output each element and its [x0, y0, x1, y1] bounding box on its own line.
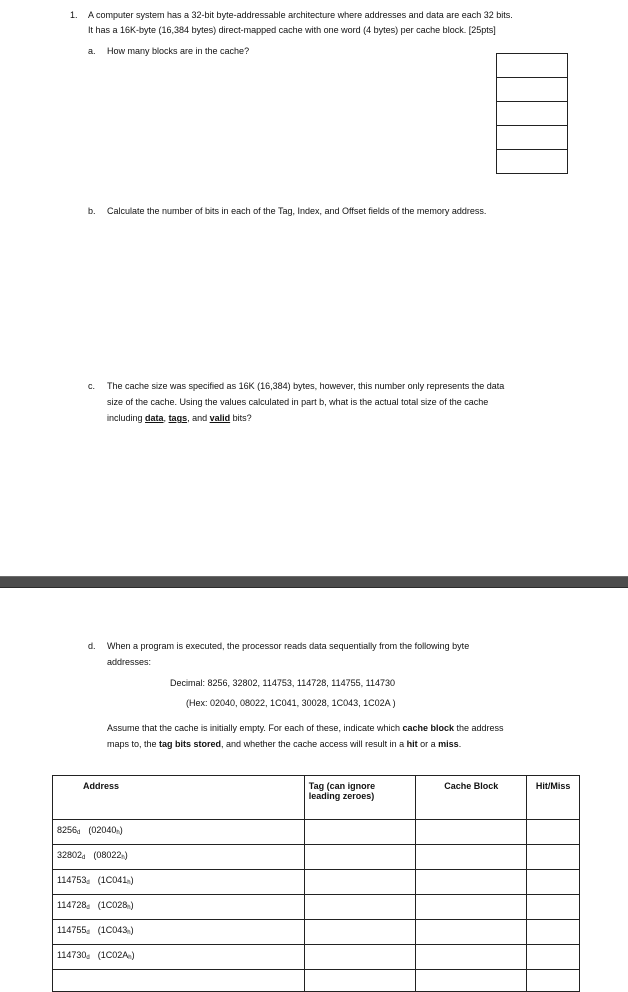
instruction-text: .	[458, 739, 462, 749]
instruction-bold: miss	[438, 739, 459, 749]
header-tag	[304, 776, 415, 820]
tag-cell[interactable]	[304, 895, 415, 920]
header-tag-line-1: Tag (can ignore	[308, 781, 376, 791]
header-hit-miss: Hit/Miss	[527, 776, 580, 820]
instruction-text: Assume that the cache is initially empty. For each of these, indicate which	[107, 723, 403, 733]
decimal-address-list: Decimal: 8256, 32802, 114753, 114728, 114755, 114730	[170, 678, 396, 688]
hit-miss-cell[interactable]	[527, 920, 580, 945]
part-d-line-2: addresses:	[107, 657, 152, 667]
tags-word: tags	[168, 413, 188, 423]
answer-box[interactable]	[496, 102, 568, 126]
table-row	[53, 945, 580, 970]
question-text-line-2: It has a 16K-byte (16,384 bytes) direct-mapped cache with one word (4 bytes) per cache block. [25pts]	[88, 25, 496, 35]
table-header-row	[53, 776, 580, 820]
instruction-text: the address	[454, 723, 504, 733]
answer-box-stack	[496, 53, 568, 174]
instruction-text: maps to, the	[107, 739, 160, 749]
part-b-label: b.	[88, 206, 96, 216]
table-row	[53, 870, 580, 895]
part-c-line-2: size of the cache. Using the values calculated in part b, what is the actual total size of the cache	[107, 397, 489, 407]
address-cell	[53, 870, 305, 895]
part-b-text: Calculate the number of bits in each of the Tag, Index, and Offset fields of the memory address.	[107, 206, 487, 216]
part-d-label: d.	[88, 641, 96, 651]
address-hex: $(1C043_h)$	[97, 925, 134, 936]
tag-cell[interactable]	[304, 945, 415, 970]
instruction-text: or a	[417, 739, 439, 749]
address-cell	[53, 820, 305, 845]
tag-cell[interactable]	[304, 970, 415, 992]
part-a-text: How many blocks are in the cache?	[107, 46, 250, 56]
answer-table	[52, 775, 580, 992]
cache-block-cell[interactable]	[416, 945, 527, 970]
table-row	[53, 820, 580, 845]
tag-cell[interactable]	[304, 820, 415, 845]
instruction-bold: cache block	[402, 723, 455, 733]
table-row	[53, 845, 580, 870]
part-c-suffix: bits?	[230, 413, 252, 423]
header-tag-line-2: leading zeroes)	[308, 791, 375, 801]
answer-box[interactable]	[496, 53, 568, 78]
hit-miss-cell[interactable]	[527, 820, 580, 845]
cache-block-cell[interactable]	[416, 920, 527, 945]
part-a-label: a.	[88, 46, 96, 56]
address-cell[interactable]	[53, 970, 305, 992]
header-cache-block: Cache Block	[416, 776, 527, 820]
hit-miss-cell[interactable]	[527, 895, 580, 920]
hit-miss-cell[interactable]	[527, 945, 580, 970]
instruction-bold: tag bits stored	[159, 739, 222, 749]
address-cell	[53, 895, 305, 920]
cache-block-cell[interactable]	[416, 870, 527, 895]
hit-miss-cell[interactable]	[527, 870, 580, 895]
answer-box[interactable]	[496, 78, 568, 102]
cache-block-cell[interactable]	[416, 895, 527, 920]
address-decimal: $114753_d$	[57, 875, 90, 886]
valid-word: valid	[209, 413, 231, 423]
address-decimal: $8256_d$	[57, 825, 81, 836]
part-c-line-3	[107, 413, 252, 423]
instructions-line-2	[107, 739, 461, 749]
instruction-text: , and whether the cache access will result in a	[221, 739, 407, 749]
hex-address-list: (Hex: 02040, 08022, 1C041, 30028, 1C043, 1C02A )	[186, 698, 396, 708]
cache-block-cell[interactable]	[416, 820, 527, 845]
part-c-line-1: The cache size was specified as 16K (16,384) bytes, however, this number only represents the data	[107, 381, 505, 391]
address-cell	[53, 945, 305, 970]
cache-block-cell[interactable]	[416, 970, 527, 992]
separator: , and	[187, 413, 210, 423]
page-divider	[0, 576, 628, 588]
separator: ,	[163, 413, 169, 423]
question-text-line-1: A computer system has a 32-bit byte-addressable architecture where addresses and data are each 32 bits.	[88, 10, 513, 20]
address-hex: $(08022_h)$	[93, 850, 128, 861]
hit-miss-cell[interactable]	[527, 970, 580, 992]
table-row-blank	[53, 970, 580, 992]
address-hex: $(1C02A_h)$	[97, 950, 135, 961]
address-decimal: $114730_d$	[57, 950, 90, 961]
table-row	[53, 920, 580, 945]
tag-cell[interactable]	[304, 920, 415, 945]
instructions-line-1	[107, 723, 504, 733]
address-decimal: $32802_d$	[57, 850, 86, 861]
tag-cell[interactable]	[304, 870, 415, 895]
address-hex: $(1C041_h)$	[97, 875, 134, 886]
answer-box[interactable]	[496, 150, 568, 174]
address-hex: $(02040_h)$	[88, 825, 123, 836]
hit-miss-cell[interactable]	[527, 845, 580, 870]
instruction-bold: hit	[406, 739, 418, 749]
part-d-line-1: When a program is executed, the processor reads data sequentially from the following byte	[107, 641, 470, 651]
address-decimal: $114755_d$	[57, 925, 90, 936]
part-c-prefix: including	[107, 413, 146, 423]
address-cell	[53, 845, 305, 870]
address-cell	[53, 920, 305, 945]
address-hex: $(1C028_h)$	[97, 900, 134, 911]
answer-box[interactable]	[496, 126, 568, 150]
data-word: data	[145, 413, 164, 423]
question-number: 1.	[70, 10, 78, 20]
header-address: Address	[53, 776, 305, 820]
cache-block-cell[interactable]	[416, 845, 527, 870]
address-decimal: $114728_d$	[57, 900, 90, 911]
part-c-label: c.	[88, 381, 96, 391]
table-row	[53, 895, 580, 920]
tag-cell[interactable]	[304, 845, 415, 870]
